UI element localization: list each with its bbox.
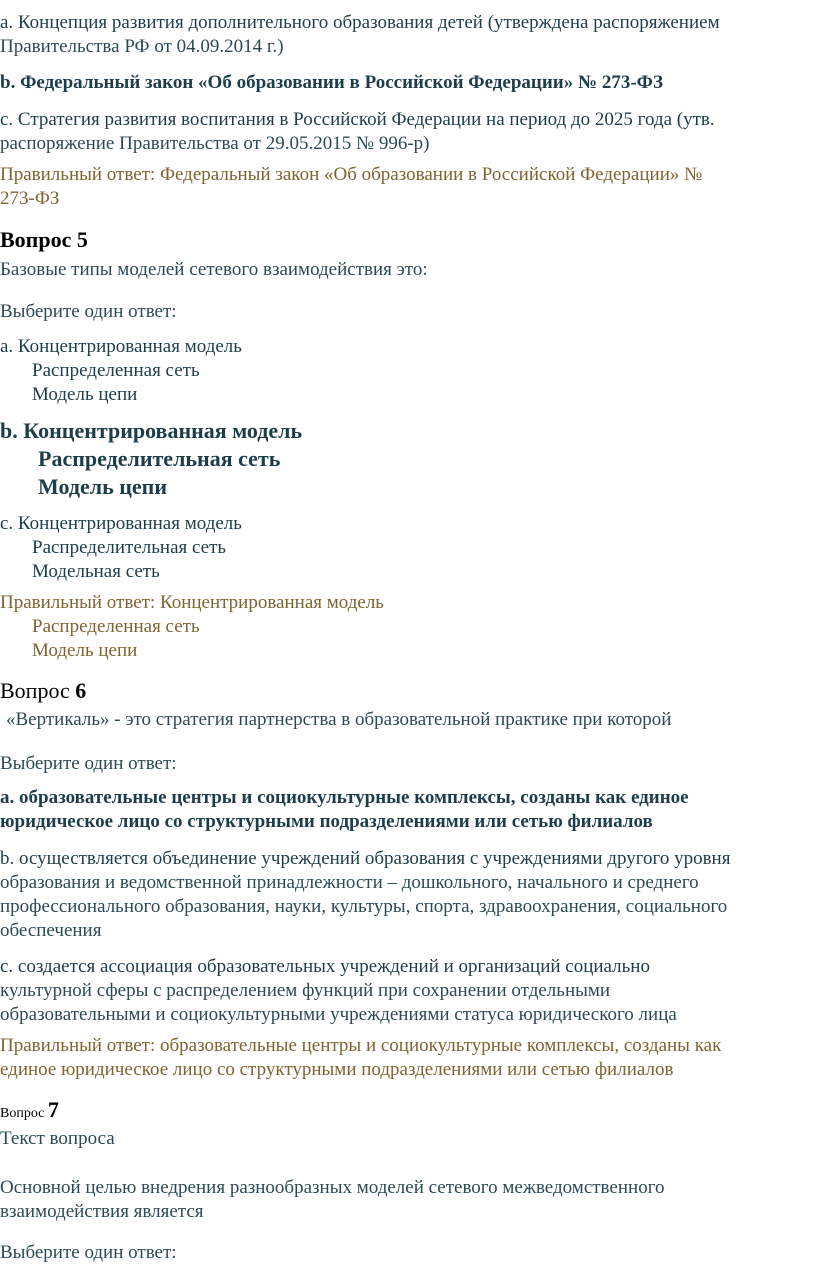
q6-option-a[interactable]: a. образовательные центры и социокультурные комплексы, созданы как единое — [0, 787, 689, 808]
q5-option-c-line3: Модельная сеть — [32, 561, 160, 582]
q5-heading — [0, 228, 88, 252]
q7-text-line2: взаимодействия является — [0, 1201, 204, 1222]
q7-heading — [0, 1098, 59, 1126]
q6-option-b-line2: образования и ведомственной принадлежности – дошкольного, начального и среднего — [0, 872, 699, 893]
q4-option-c-line1[interactable]: c. Стратегия развития воспитания в Российской Федерации на период до 2025 года (утв. — [0, 109, 715, 130]
q5-option-c-line2: Распределительная сеть — [32, 537, 227, 558]
q7-subtitle: Текст вопроса — [0, 1128, 115, 1149]
q6-option-a-line2: юридическое лицо со структурными подразделениями или сетью филиалов — [0, 811, 653, 832]
q7-text: Основной целью внедрения разнообразных моделей сетевого межведомственного — [0, 1177, 665, 1198]
q6-correct-answer: Правильный ответ: образовательные центры и социокультурные комплексы, созданы как — [0, 1035, 722, 1056]
q6-option-c-line2: культурной сферы с распределением функций при сохранении отдельными — [0, 980, 611, 1001]
q5-number: 5 — [76, 227, 88, 252]
q5-label: Вопрос — [0, 227, 72, 252]
q6-option-b-line3: профессионального образования, науки, культуры, спорта, здравоохранения, социального — [0, 896, 728, 917]
q5-option-a[interactable]: a. Концентрированная модель — [0, 336, 242, 357]
q4-option-c-line2: распоряжение Правительства от 29.05.2015 № 996-р) — [0, 133, 430, 154]
q6-number: 6 — [75, 678, 87, 703]
q6-correct-answer-line2: единое юридическое лицо со структурными подразделениями или сетью филиалов — [0, 1059, 674, 1080]
q4-correct-answer-line2: 273-ФЗ — [0, 188, 60, 209]
q5-option-c[interactable]: c. Концентрированная модель — [0, 513, 242, 534]
q4-option-a-line2: Правительства РФ от 04.09.2014 г.) — [0, 36, 284, 57]
q5-text: Базовые типы моделей сетевого взаимодействия это: — [0, 259, 428, 280]
q6-prompt: Выберите один ответ: — [0, 753, 177, 774]
q5-option-a-line2: Распределенная сеть — [32, 360, 200, 381]
q4-option-b[interactable]: b. Федеральный закон «Об образовании в Российской Федерации» № 273-ФЗ — [0, 72, 664, 93]
q4-correct-answer-line1: Правильный ответ: Федеральный закон «Об образовании в Российской Федерации» № — [0, 164, 703, 185]
q6-heading — [0, 679, 86, 703]
q5-correct-answer-line2: Распределенная сеть — [32, 616, 200, 637]
q6-label: Вопрос — [0, 678, 70, 703]
q6-option-c[interactable]: c. создается ассоциация образовательных учреждений и организаций социально — [0, 956, 650, 977]
q7-prompt: Выберите один ответ: — [0, 1242, 177, 1263]
q6-option-b-line4: обеспечения — [0, 920, 102, 941]
q6-option-c-line3: образовательными и социокультурными учреждениями статуса юридического лица — [0, 1004, 677, 1025]
q5-option-b-line3: Модель цепи — [38, 474, 168, 499]
q5-correct-answer: Правильный ответ: Концентрированная модель — [0, 592, 384, 613]
q5-option-b-line2: Распределительная сеть — [38, 446, 281, 471]
q5-correct-answer-line3: Модель цепи — [32, 640, 138, 661]
q7-number: 7 — [47, 1097, 59, 1122]
q5-prompt: Выберите один ответ: — [0, 301, 177, 322]
q5-option-b[interactable]: b. Концентрированная модель — [0, 418, 303, 443]
q6-text: «Вертикаль» - это стратегия партнерства в образовательной практике при которой — [6, 709, 672, 730]
q5-option-a-line3: Модель цепи — [32, 384, 138, 405]
q7-label: Вопрос — [0, 1106, 45, 1121]
q6-option-b[interactable]: b. осуществляется объединение учреждений образования с учреждениями другого уровня — [0, 848, 731, 869]
q4-option-a-line1[interactable]: a. Концепция развития дополнительного образования детей (утверждена распоряжением — [0, 12, 720, 33]
